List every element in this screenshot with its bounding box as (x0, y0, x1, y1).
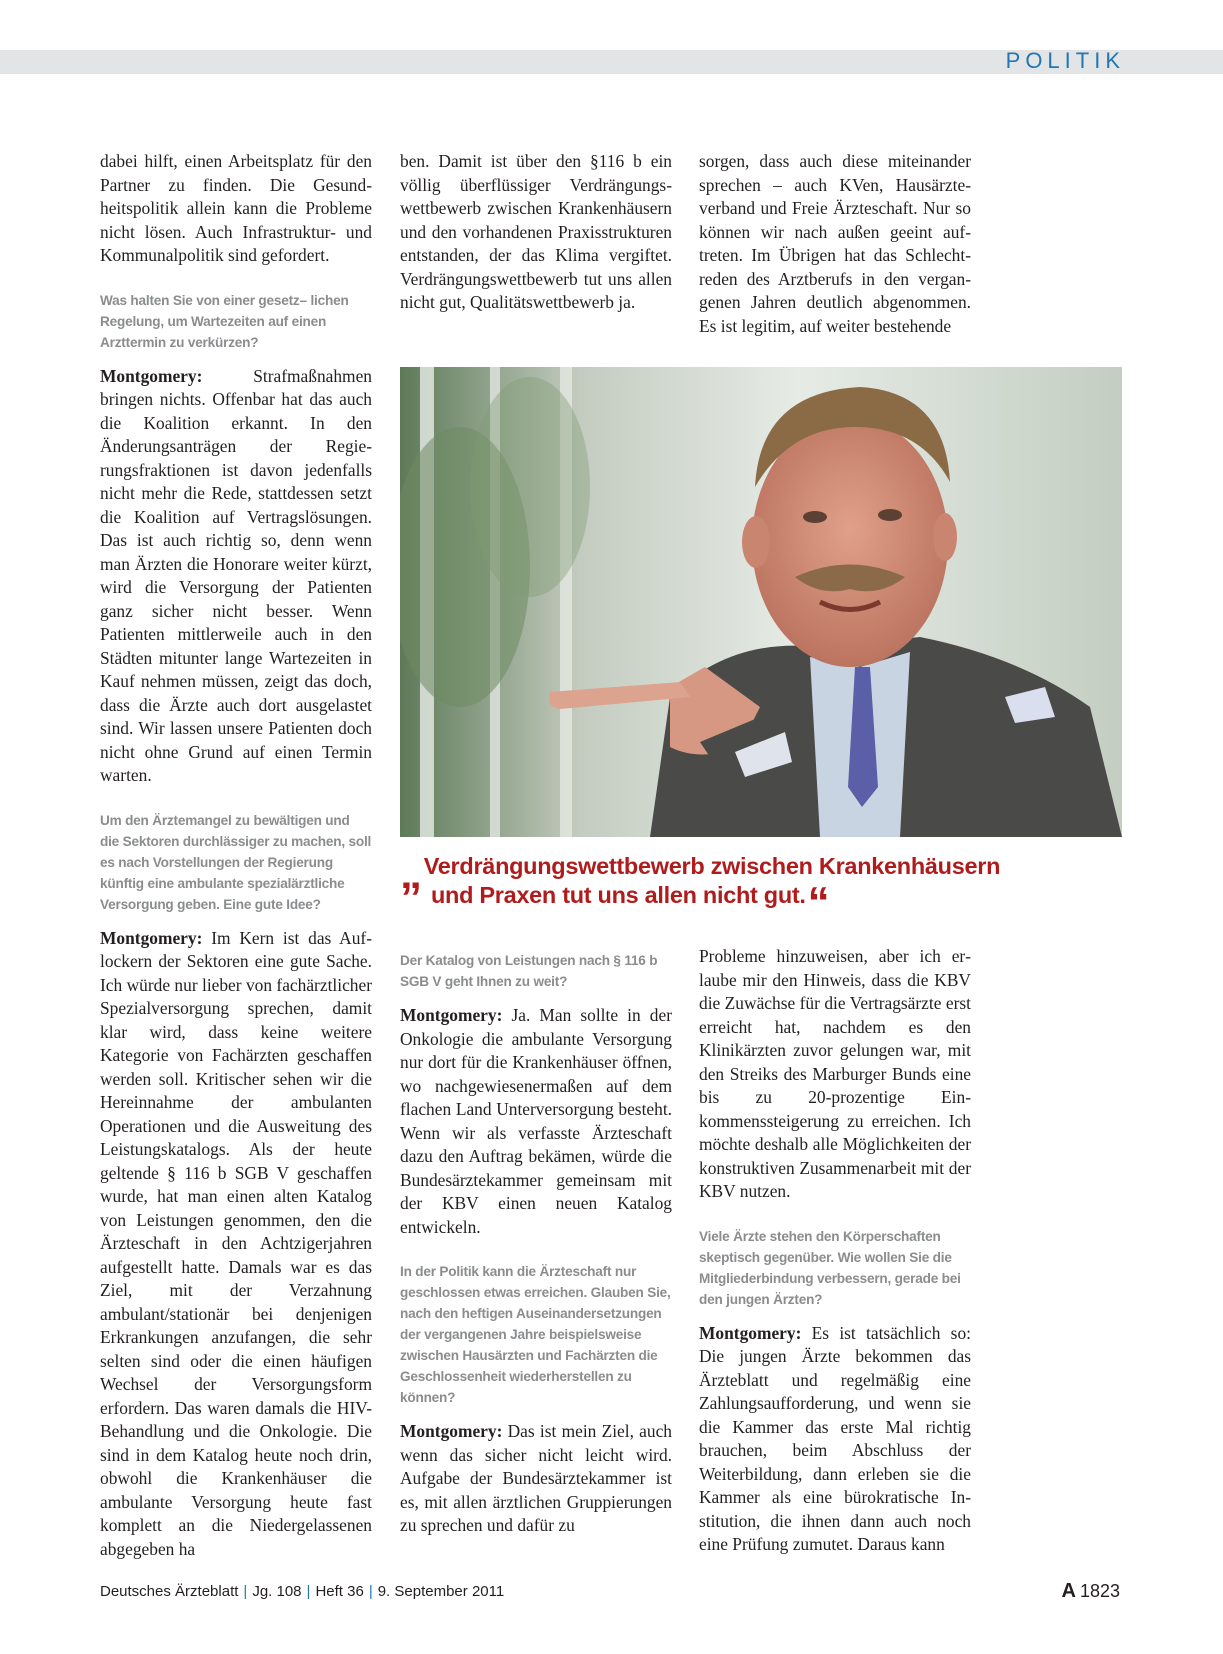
page-folio (1062, 1580, 1121, 1603)
folio-prefix: A (1061, 1580, 1076, 1602)
interview-answer (100, 927, 372, 1562)
closing-quote-mark: “ (807, 878, 830, 927)
interview-answer (400, 1004, 672, 1239)
body-paragraph: Probleme hinzuweisen, aber ich erlaube mir den Hinweis, dass die KBV die Zuwächse für die Vertragsärzte erst erreicht hat, nachdem es den Klinikärzten zuvor gelungen war, mit den Streiks des Marburger Bunds eine bis zu 20-prozentige Einkommenssteigerung zu erreichen. Ich möchte deshalb alle Möglichkeiten der konstruktiven Zusammenarbeit mit der KBV nutzen. (699, 946, 971, 1201)
footer-separator: | (306, 1583, 311, 1600)
interview-question: Um den Ärztemangel zu bewältigen und die Sektoren durchlässiger zu machen, soll es nach Vorstellungen der Regierung künftig eine ambulante spezialärztliche Versorgung geben. Eine gute Idee? (100, 812, 372, 912)
footer (100, 1583, 504, 1600)
pull-quote-line (400, 878, 1040, 927)
speaker-name: Montgomery: (699, 1322, 802, 1343)
interview-answer (699, 1322, 971, 1557)
body-paragraph: ben. Damit ist über den §116 b ein völlig überflüssiger Verdrängungswettbewerb zwischen Krankenhäusern und den vorhandenen Praxisstrukturen entstanden, der das Klima vergiftet. Verdrängungswettbewerb tut uns allen nicht gut, Qualitätswettbewerb ja. (400, 151, 672, 312)
footer-separator: | (243, 1583, 248, 1600)
column-middle-bottom (400, 950, 672, 1538)
interview-question: Was halten Sie von einer gesetz– lichen Regelung, um Wartezeiten auf einen Arzttermin zu verkürzen? (100, 292, 349, 350)
interview-answer (400, 1420, 672, 1538)
publication-name: Deutsches Ärzteblatt (100, 1583, 239, 1600)
answer-text: Das ist mein Ziel, auch wenn das sicher nicht leicht wird. Aufgabe der Bundesärztekammer ist es, mit allen ärztlichen Gruppierungen zu sprechen und dafür zu (400, 1421, 672, 1535)
issue: Heft 36 (315, 1583, 364, 1600)
portrait-photo (400, 367, 1122, 837)
column-right-bottom (699, 945, 971, 1557)
issue-date: 9. September 2011 (377, 1583, 505, 1600)
speaker-name: Montgomery: (100, 927, 203, 948)
answer-text: Im Kern ist das Auflockern der Sektoren eine gute Sache. Ich würde nur lieber von fachärztlicher Spezialversorgung sprechen, damit klar wird, dass keine weitere Kategorie von Fachärzten geschaffen werden soll. Kritischer sehen wir die Hereinnahme der ambulanten Operationen und die Ausweitung des Leistungskatalogs. Als der heute geltende § 116 b SGB V geschaffen wurde, hat man einen alten Katalog von Leistungen genommen, den die Ärzteschaft in den Achtzigerjahren aufgestellt hatte. Damals war es das Ziel, mit der Verzahnung ambulant/stationär bei denjenigen Erkrankungen anzufangen, die sehr selten sind oder die einen häufigen Wechsel der Versorgungsform erfordern. Das waren damals die HIV-Behandlung und die Onkologie. Die sind in dem Katalog heute noch drin, obwohl die Krankenhäuser die ambulante Versorgung heute fast komplett an die Niedergelassenen abgegeben ha (100, 927, 372, 1559)
speaker-name: Montgomery: (400, 1421, 503, 1441)
pull-quote (400, 849, 1040, 927)
section-label: POLITIK (1005, 48, 1125, 73)
body-paragraph: sorgen, dass auch diese miteinander sprechen – auch KVen, Hausärzteverband und Freie Ärzteschaft. Nur so können wir nach außen geeint auftreten. Im Übrigen hat das Schlechtreden des Arztberufs in den vergangenen Jahren deutlich abgenommen. Es ist legitim, auf weiter bestehende (699, 151, 971, 336)
column-right-top (699, 150, 971, 338)
page-number: 1823 (1079, 1581, 1120, 1601)
pull-quote-text: und Praxen tut uns allen nicht gut. (431, 882, 806, 908)
speaker-name: Montgomery: (400, 1005, 503, 1025)
interview-answer (100, 365, 372, 788)
volume: Jg. 108 (252, 1583, 302, 1600)
answer-text: Es ist tatsächlich so: Die jungen Ärzte bekommen das Ärzteblatt und regelmäßig eine Zahlungsaufforderung, und wenn sie die Kammer das erste Mal richtig brauchen, beim Abschluss der Weiterbildung, dann erleben sie die Kammer als eine bürokratische Institution, die ihnen dann auch noch eine Prüfung zumutet. Daraus kann (699, 1322, 971, 1554)
answer-text: Strafmaßnahmen bringen nichts. Offenbar hat das auch die Koalition erkannt. In den Änderungsanträgen der Regierungsfraktionen ist davon jedenfalls nicht mehr die Rede, stattdessen setzt die Koalition auf Vertragslösungen. Das ist auch richtig so, denn wenn man Ärzten die Honorare weiter kürzt, wird die Versorgung der Patienten ganz sicher nicht besser. Wenn Patienten mittlerweile auch in den Städten mitunter lange Wartezeiten in Kauf nehmen müssen, zeigt das doch, dass die Ärzte auch dort ausgelastet sind. Wir lassen unsere Patienten doch nicht ohne Grund auf einen Termin warten. (100, 365, 372, 785)
speaker-name: Montgomery: (100, 365, 203, 386)
interview-question: Der Katalog von Leistungen nach § 116 b SGB V geht Ihnen zu weit? (400, 953, 658, 989)
body-paragraph: dabei hilft, einen Arbeitsplatz für den Partner zu finden. Die Gesundheitspolitik allein kann die Probleme nicht lösen. Auch Infrastruktur- und Kommunalpolitik sind gefordert. (100, 151, 372, 265)
interview-question: Viele Ärzte stehen den Körperschaften skeptisch gegenüber. Wie wollen Sie die Mitgliederbindung verbessern, gerade bei den jungen Ärzten? (699, 1228, 961, 1307)
column-middle-top (400, 150, 672, 315)
opening-quote-mark: „ (400, 849, 422, 898)
answer-text: Ja. Man sollte in der Onkologie die ambulante Versorgung nur dort für die Krankenhäuser öffnen, wo nachgewiesenermaßen auf dem flachen Land Unterversorgung besteht. Wenn wir als verfasste Ärzteschaft dazu den Auftrag bekämen, würde die Bundesärztekammer gemeinsam mit der KBV einen neuen Katalog entwickeln. (400, 1005, 672, 1237)
footer-separator: | (368, 1583, 373, 1600)
interview-question: In der Politik kann die Ärzteschaft nur geschlossen etwas erreichen. Glauben Sie, nach den heftigen Auseinandersetzungen der vergangenen Jahre beispielsweise zwischen Hausärzten und Fachärzten die Geschlossenheit wiederherstellen zu können? (400, 1264, 671, 1405)
column-left (100, 150, 372, 1561)
pull-quote-text: Verdrängungswettbewerb zwischen Krankenhäusern (423, 853, 1001, 879)
